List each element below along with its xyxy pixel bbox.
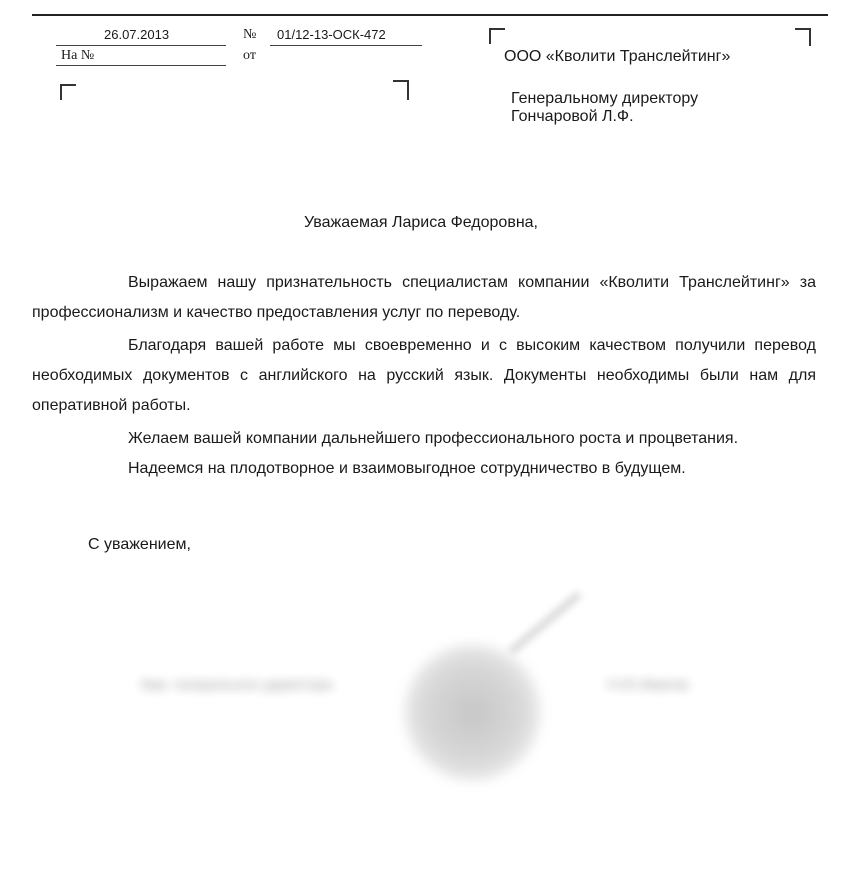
company-seal: [405, 645, 540, 780]
signatory-name: Н.Ю.Иванов: [608, 676, 689, 692]
signature-stroke: [509, 592, 582, 654]
number-underline: [270, 45, 422, 46]
top-rule: [32, 14, 828, 16]
from-label: от: [243, 48, 256, 63]
address-corner-top-right: [795, 28, 811, 46]
reference-underline: [56, 65, 226, 66]
salutation: Уважаемая Лариса Федоровна,: [304, 214, 538, 231]
paragraph-wishes: Желаем вашей компании дальнейшего профессионального роста и процветания.: [128, 430, 739, 447]
reference-label: На №: [61, 48, 95, 63]
number-sign: №: [243, 27, 257, 42]
signatory-title: Зам. генерального директора: [140, 676, 333, 692]
paragraph-translation: Благодаря вашей работе мы своевременно и с высоким качеством получили перевод необходимых документов с английского на русский язык. Документы необходимы были нам для оперативной работы.: [32, 337, 816, 414]
closing: С уважением,: [88, 536, 191, 553]
date-underline: [56, 45, 226, 46]
recipient-name: Гончаровой Л.Ф.: [511, 108, 634, 125]
paragraph-gratitude: Выражаем нашу признательность специалистам компании «Кволити Транслейтинг» за профессионализм и качество предоставления услуг по переводу.: [32, 274, 816, 321]
paragraph-cooperation: Надеемся на плодотворное и взаимовыгодное сотрудничество в будущем.: [128, 460, 686, 477]
recipient-company: ООО «Кволити Транслейтинг»: [504, 48, 731, 65]
subject-corner-top-right: [393, 80, 409, 100]
address-corner-top-left: [489, 28, 505, 44]
outgoing-date: 26.07.2013: [104, 27, 170, 42]
recipient-position: Генеральному директору: [511, 90, 699, 107]
outgoing-number: 01/12-13-ОСК-472: [277, 27, 386, 42]
subject-corner-top-left: [60, 84, 76, 100]
